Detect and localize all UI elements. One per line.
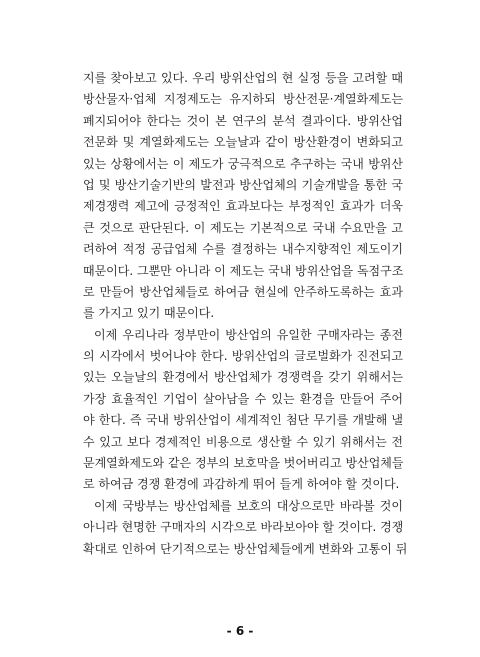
text-line: 제경쟁력 제고에 긍정적인 효과보다는 부정적인 효과가 더욱 xyxy=(83,199,403,214)
text-line: 전문화 및 계열화제도는 오늘날과 같이 방산환경이 변화되고 xyxy=(83,135,403,150)
text-line: 이제 우리나라 정부만이 방산업의 유일한 구매자라는 종전 xyxy=(94,327,403,342)
text-line: 수 있고 보다 경제적인 비용으로 생산할 수 있기 위해서는 전 xyxy=(83,434,403,449)
text-line: 큰 것으로 판단된다. 이 제도는 기본적으로 국내 수요만을 고 xyxy=(83,220,403,235)
text-line: 확대로 인하여 단기적으로는 방산업체들에게 변화와 고통이 뒤 xyxy=(83,541,408,556)
text-line: 려하여 적정 공급업체 수를 결정하는 내수지향적인 제도이기 xyxy=(83,242,403,257)
text-line: 업 및 방산기술기반의 발전과 방산업체의 기술개발을 통한 국 xyxy=(83,177,403,192)
text-line: 로 만들어 방산업체들로 하여금 현실에 안주하도록하는 효과 xyxy=(83,284,403,299)
text-line: 이제 국방부는 방산업체를 보호의 대상으로만 바라볼 것이 xyxy=(94,498,403,513)
text-line: 를 가지고 있기 때문이다. xyxy=(83,306,215,321)
text-line: 로 하여금 경쟁 환경에 과감하게 뛰어 들게 하여야 할 것이다. xyxy=(83,477,400,492)
text-line: 의 시각에서 벗어나야 한다. 방위산업의 글로벌화가 진전되고 xyxy=(83,349,403,364)
text-line: 지를 찾아보고 있다. 우리 방위산업의 현 실정 등을 고려할 때 xyxy=(83,71,403,85)
text-line: 방산물자·업체 지정제도는 유지하되 방산전문·계열화제도는 xyxy=(83,92,403,107)
text-line: 때문이다. 그뿐만 아니라 이 제도는 국내 방위산업을 독점구조 xyxy=(83,263,404,278)
text-line: 있는 오늘날의 환경에서 방산업체가 경쟁력을 갖기 위해서는 xyxy=(83,370,403,385)
text-line: 있는 상황에서는 이 제도가 궁극적으로 추구하는 국내 방위산 xyxy=(83,156,403,171)
text-line: 폐지되어야 한다는 것이 본 연구의 분석 결과이다. 방위산업 xyxy=(83,113,403,128)
body-text xyxy=(83,68,408,560)
text-line: 문계열화제도와 같은 정부의 보호막을 벗어버리고 방산업체들 xyxy=(83,456,404,471)
text-line: 야 한다. 즉 국내 방위산업이 세계적인 첨단 무기를 개발해 낼 xyxy=(83,413,403,428)
page-number: - 6 - xyxy=(226,624,254,638)
text-line: 아니라 현명한 구매자의 시각으로 바라보아야 할 것이다. 경쟁 xyxy=(83,520,404,535)
text-line: 가장 효율적인 기업이 살아남을 수 있는 환경을 만들어 주어 xyxy=(83,391,403,406)
